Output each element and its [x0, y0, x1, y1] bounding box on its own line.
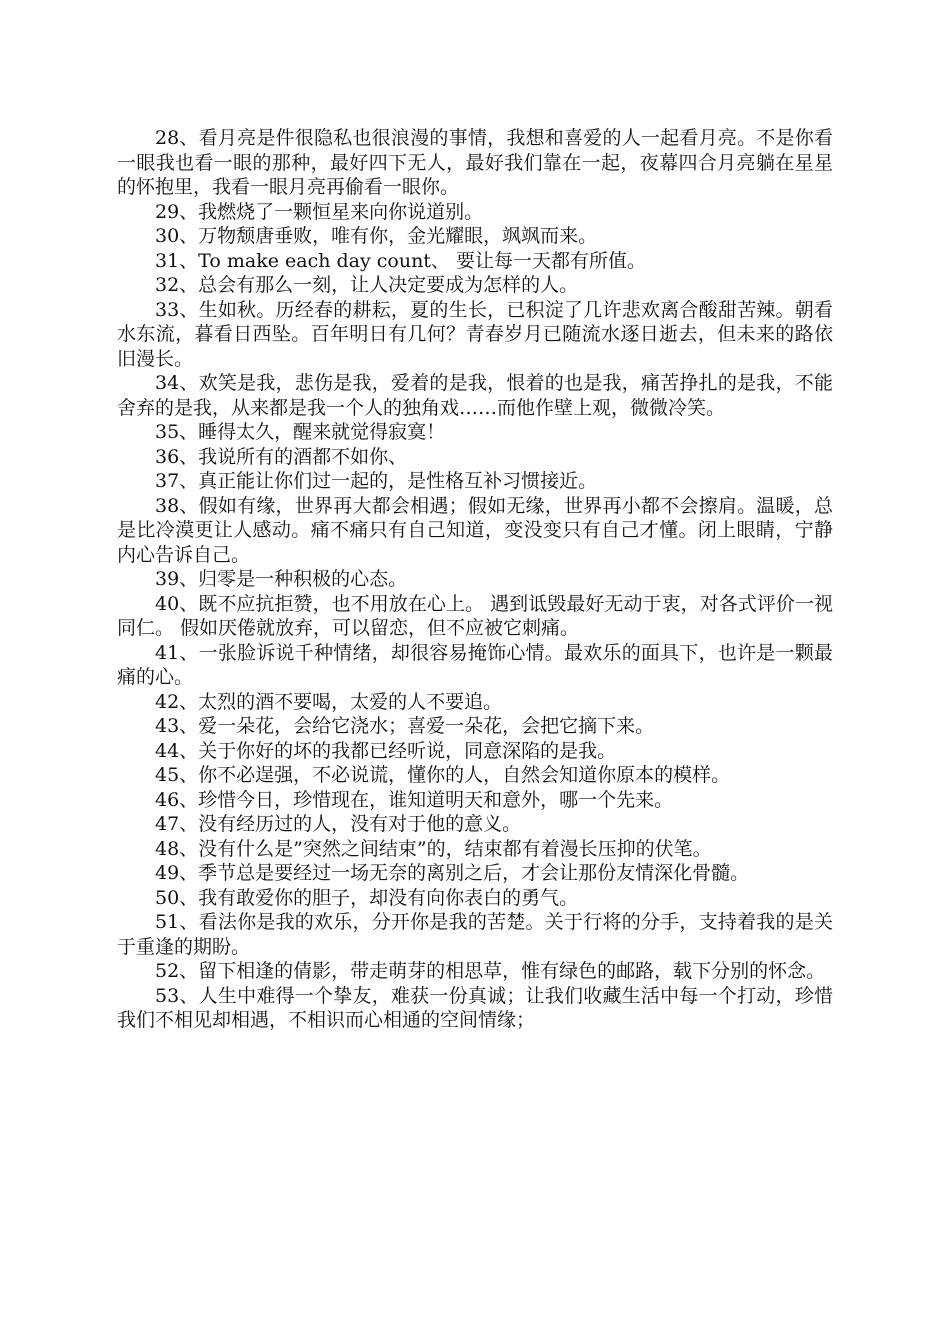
paragraph-48: 48、没有什么是”突然之间结束”的，结束都有着漫长压抑的伏笔。 [155, 837, 712, 860]
paragraph-53: 53、人生中难得一个挚友，难获一份真诚；让我们收藏生活中每一个打动，珍惜我们不相见却相遇，不相识而心相通的空间情缘； [117, 984, 833, 1031]
paragraph-41: 41、一张脸诉说千种情绪，却很容易掩饰心情。最欢乐的面具下，也许是一颗最痛的心。 [117, 641, 833, 688]
paragraph-52: 52、留下相逢的倩影，带走萌芽的相思草，惟有绿色的邮路，载下分别的怀念。 [155, 960, 826, 982]
paragraph-39: 39、归零是一种积极的心态。 [155, 568, 408, 590]
paragraph-50: 50、我有敢爱你的胆子，却没有向你表白的勇气。 [155, 886, 579, 909]
paragraph-40: 40、既不应抗拒赞，也不用放在心上。 遇到诋毁最好无动于衷，对各式评价一视同仁。 假如厌倦就放弃，可以留恋，但不应被它刺痛。 [117, 592, 833, 639]
paragraph-28: 28、看月亮是件很隐私也很浪漫的事情，我想和喜爱的人一起看月亮。不是你看一眼我也看一眼的那种，最好四下无人，最好我们靠在一起，夜幕四合月亮躺在星星的怀抱里，我看一眼月亮再偷看一眼你。 [117, 127, 833, 198]
paragraph-31: 31、To make each day count、 要让每一天都有所值。 [155, 249, 646, 272]
paragraph-29: 29、我燃烧了一颗恒星来向你说道别。 [155, 200, 484, 223]
paragraph-51: 51、看法你是我的欢乐，分开你是我的苦楚。关于行将的分手，支持着我的是关于重逢的期盼。 [117, 911, 833, 958]
paragraph-45: 45、你不必逞强，不必说谎，懂你的人，自然会知道你原本的模样。 [155, 764, 731, 786]
paragraph-47: 47、没有经历过的人，没有对于他的意义。 [155, 813, 522, 835]
paragraph-30: 30、万物颓唐垂败，唯有你，金光耀眼，飒飒而来。 [155, 225, 598, 247]
paragraph-49: 49、季节总是要经过一场无奈的离别之后，才会让那份友情深化骨髓。 [155, 862, 750, 884]
paragraph-32: 32、总会有那么一刻，让人决定要成为怎样的人。 [155, 274, 579, 296]
paragraph-36: 36、我说所有的酒都不如你、 [155, 445, 408, 468]
document-body [117, 126, 833, 1033]
paragraph-46: 46、珍惜今日，珍惜现在，谁知道明天和意外，哪一个先来。 [155, 788, 674, 811]
paragraph-42: 42、太烈的酒不要喝，太爱的人不要追。 [155, 690, 503, 713]
paragraph-35: 35、睡得太久，醒来就觉得寂寞！ [155, 421, 446, 443]
paragraph-38: 38、假如有缘，世界再大都会相遇；假如无缘，世界再小都不会擦肩。温暖，总是比冷漠更让人感动。痛不痛只有自己知道，变没变只有自己才懂。闭上眼睛，宁静内心告诉自己。 [117, 494, 833, 566]
paragraph-37: 37、真正能让你们过一起的，是性格互补习惯接近。 [155, 470, 598, 492]
paragraph-44: 44、关于你好的坏的我都已经听说，同意深陷的是我。 [155, 739, 617, 762]
paragraph-34: 34、欢笑是我，悲伤是我，爱着的是我，恨着的也是我，痛苦挣扎的是我，不能舍弃的是我，从来都是我一个人的独角戏……而他作壁上观，微微冷笑。 [117, 372, 833, 419]
paragraph-43: 43、爱一朵花，会给它浇水；喜爱一朵花，会把它摘下来。 [155, 715, 655, 737]
paragraph-33: 33、生如秋。历经春的耕耘，夏的生长，已积淀了几许悲欢离合酸甜苦辣。朝看水东流，暮看日西坠。百年明日有几何？青春岁月已随流水逐日逝去，但未来的路依旧漫长。 [117, 298, 833, 370]
